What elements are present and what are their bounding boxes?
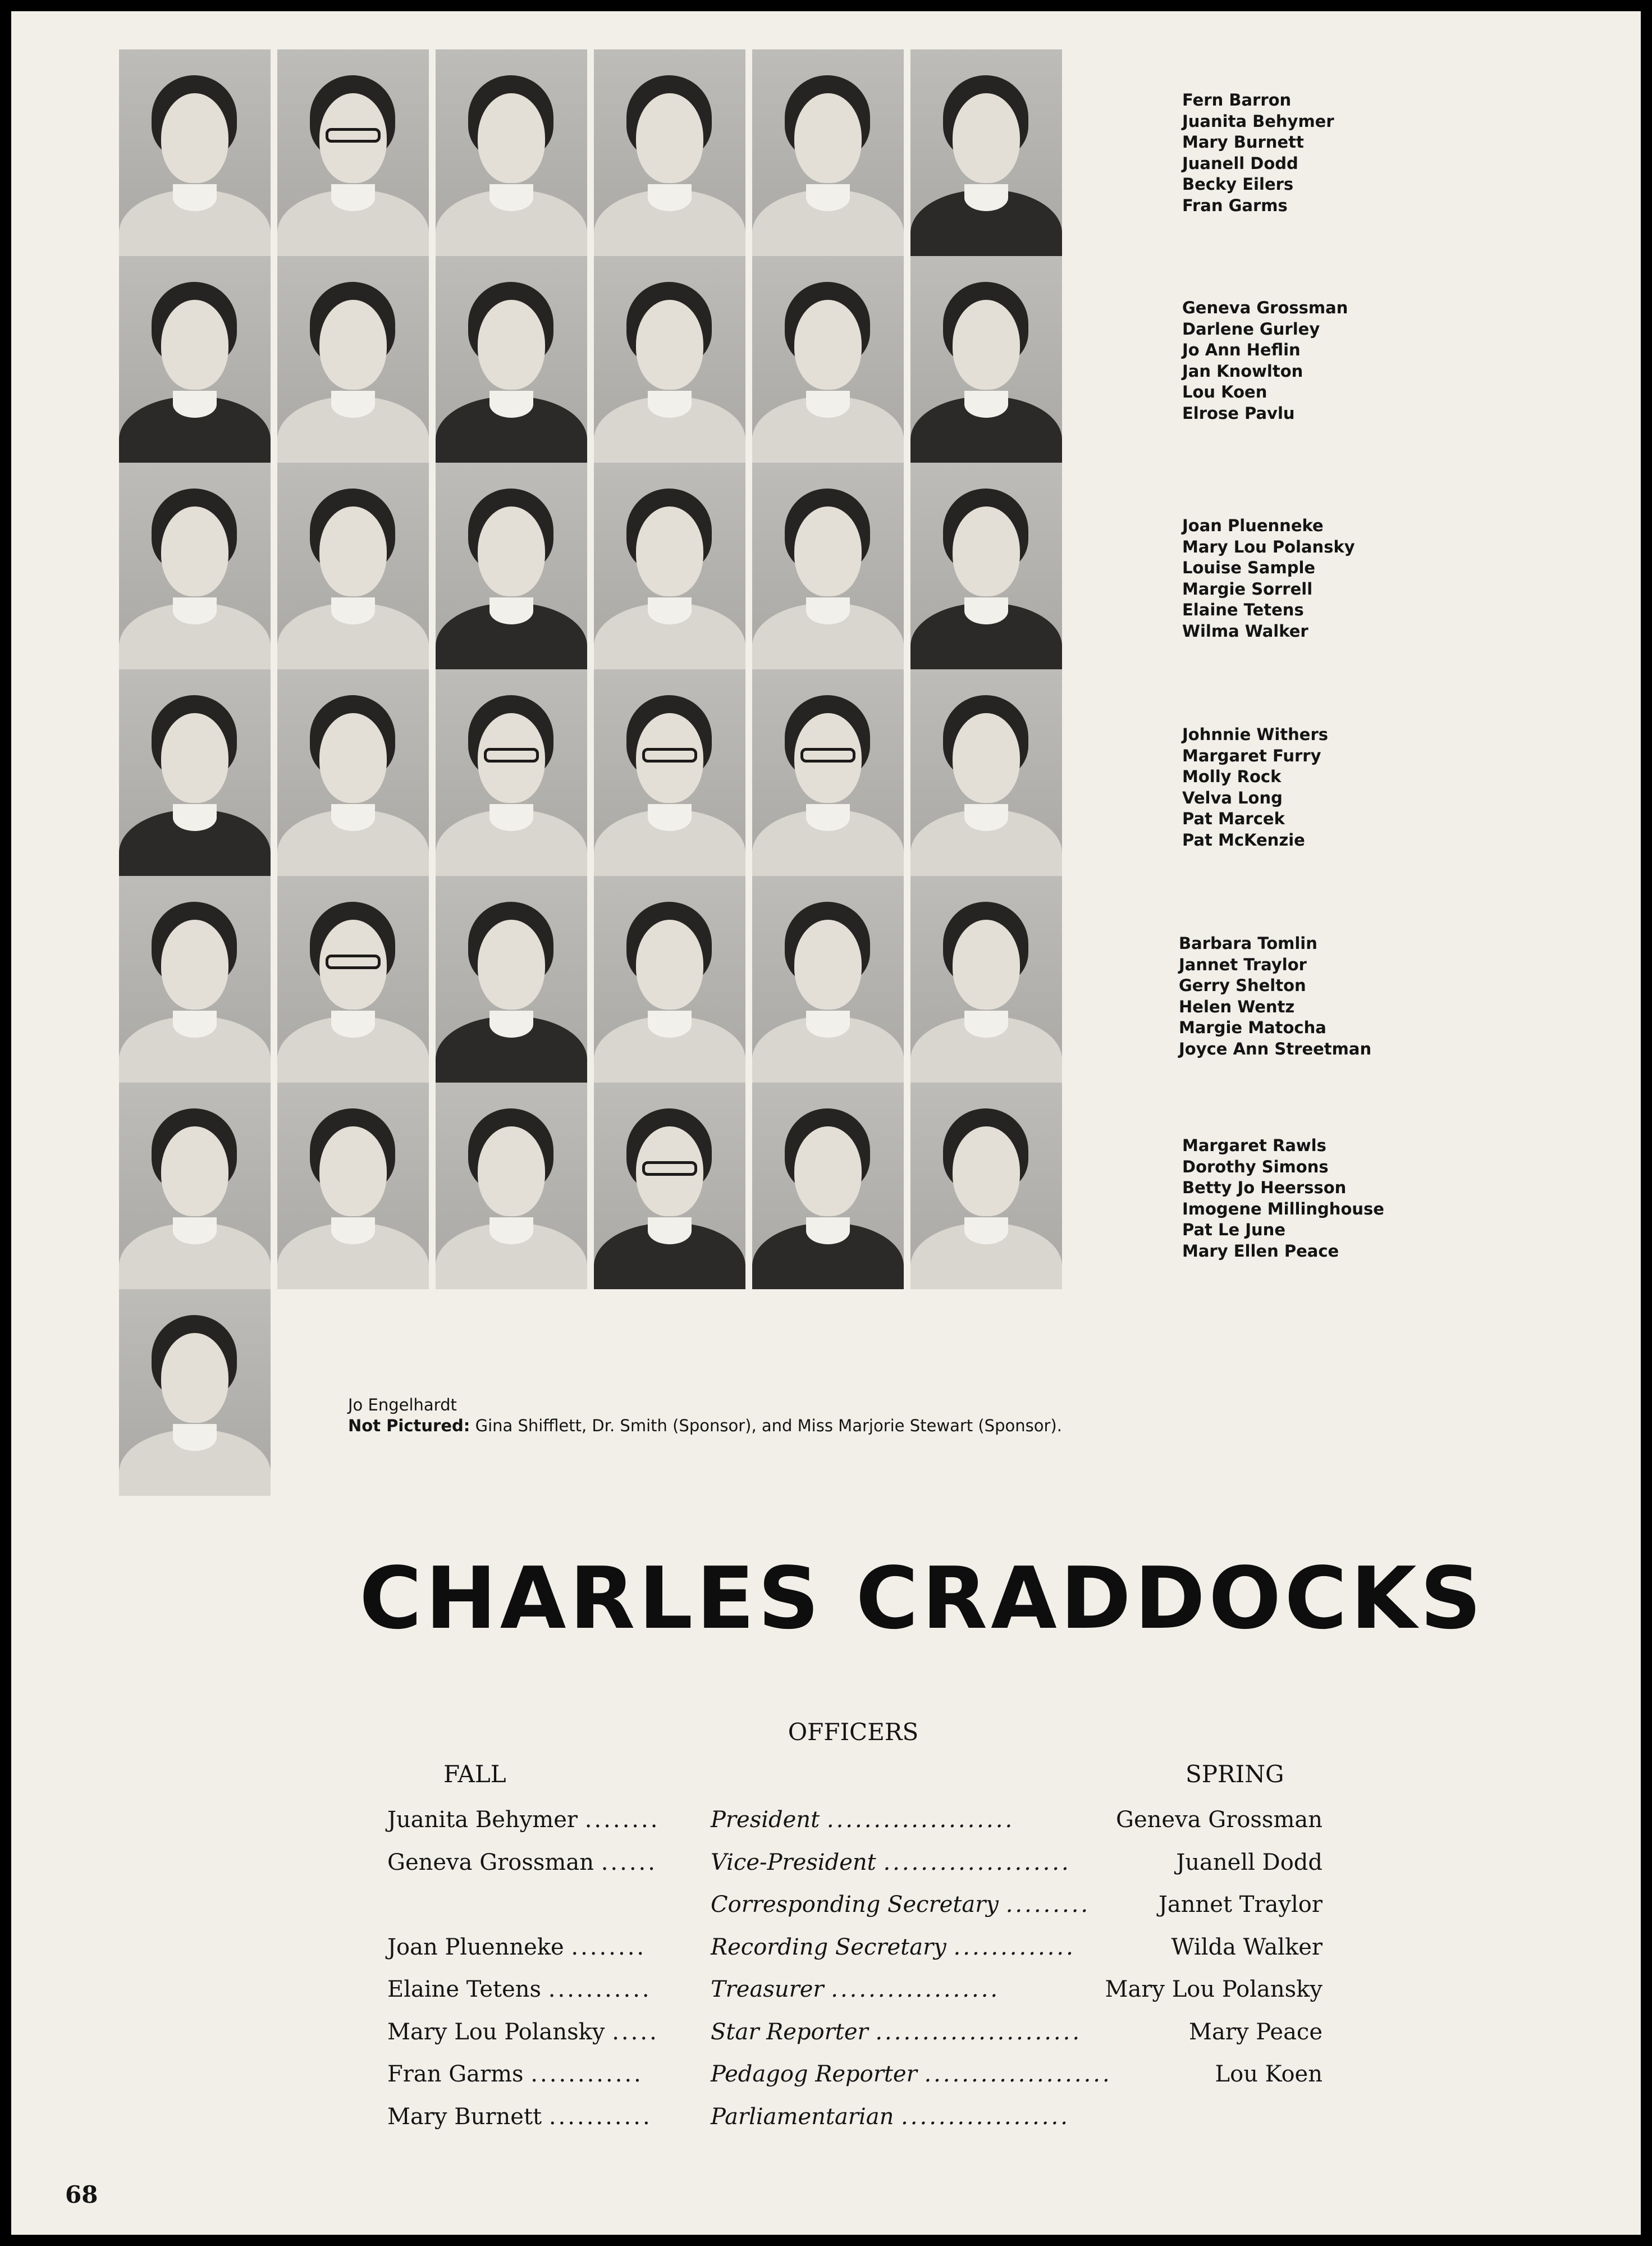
name: Becky Eilers: [1182, 175, 1294, 194]
name: Mary Burnett: [1182, 133, 1304, 152]
name: Louise Sample: [1182, 558, 1316, 577]
last-photo-name: Jo Engelhardt: [348, 1395, 457, 1414]
portrait-photo: [119, 876, 271, 1083]
portrait-photo: [910, 1083, 1062, 1289]
name: Joyce Ann Streetman: [1179, 1039, 1372, 1058]
not-pictured-label: Not Pictured:: [348, 1416, 470, 1435]
not-pictured-line: [348, 1416, 1111, 1436]
portrait-photo: [119, 669, 271, 876]
office-title: President ....................: [711, 1807, 1015, 1833]
portrait-photo: [436, 669, 587, 876]
portrait-photo: [119, 256, 271, 463]
name: Jannet Traylor: [1179, 955, 1307, 974]
portrait-photo: [277, 49, 429, 256]
page-title: CHARLES CRADDOCKS: [359, 1549, 1485, 1648]
portrait-photo: [594, 669, 745, 876]
names-row-6: [1182, 1135, 1395, 1262]
name: Wilma Walker: [1182, 621, 1308, 641]
name: Molly Rock: [1182, 767, 1282, 786]
fall-officer: Joan Pluenneke ........: [387, 1934, 647, 1960]
spring-officer: Juanell Dodd: [1176, 1849, 1322, 1875]
yearbook-page: [11, 11, 1641, 2235]
not-pictured-text: Gina Shifflett, Dr. Smith (Sponsor), and Miss Marjorie Stewart (Sponsor).: [475, 1416, 1062, 1435]
fall-heading: FALL: [443, 1760, 506, 1788]
portrait-photo: [752, 1083, 904, 1289]
officer-row: [387, 2019, 1322, 2053]
fall-officer: Mary Lou Polansky .....: [387, 2019, 659, 2045]
officer-row: [387, 1850, 1322, 1883]
spring-officer: Mary Peace: [1189, 2019, 1322, 2045]
portrait-photo: [277, 256, 429, 463]
office-title: Recording Secretary .............: [711, 1934, 1076, 1960]
portrait-photo: [119, 1083, 271, 1289]
office-title: Parliamentarian ..................: [711, 2103, 1070, 2130]
portrait-photo: [752, 49, 904, 256]
names-row-1: [1182, 90, 1395, 216]
portrait-photo: [436, 49, 587, 256]
name: Lou Koen: [1182, 382, 1267, 401]
name: Pat Le June: [1182, 1220, 1285, 1239]
portrait-photo: [910, 876, 1062, 1083]
officer-row: [387, 2061, 1322, 2095]
officer-row: [387, 1934, 1322, 1968]
portrait-photo: [910, 669, 1062, 876]
name: Johnnie Withers: [1182, 725, 1329, 744]
office-title: Treasurer ..................: [711, 1976, 1000, 2002]
portrait-photo: [594, 49, 745, 256]
portrait-photo: [436, 256, 587, 463]
fall-officer: Fran Garms ............: [387, 2061, 643, 2087]
name: Dorothy Simons: [1182, 1157, 1329, 1176]
spring-officer: Mary Lou Polansky: [1105, 1976, 1322, 2002]
name: Mary Lou Polansky: [1182, 537, 1355, 556]
name: Margie Matocha: [1179, 1018, 1326, 1037]
portrait-photo: [594, 463, 745, 669]
name: Jo Ann Heflin: [1182, 340, 1301, 359]
name: Elaine Tetens: [1182, 600, 1304, 619]
names-row-3: [1182, 515, 1395, 642]
portrait-photo: [277, 669, 429, 876]
portrait-photo: [752, 669, 904, 876]
names-row-5: [1179, 933, 1392, 1060]
portrait-photo: [752, 256, 904, 463]
name: Velva Long: [1182, 788, 1283, 807]
portrait-photo: [436, 876, 587, 1083]
office-title: Corresponding Secretary .........: [711, 1892, 1091, 1918]
name: Pat McKenzie: [1182, 830, 1305, 850]
portrait-photo: [594, 256, 745, 463]
name: Margaret Furry: [1182, 746, 1321, 765]
name: Joan Pluenneke: [1182, 516, 1324, 535]
portrait-photo: [752, 876, 904, 1083]
name: Margaret Rawls: [1182, 1136, 1326, 1155]
names-row-2: [1182, 298, 1395, 424]
name: Betty Jo Heersson: [1182, 1178, 1347, 1197]
name: Darlene Gurley: [1182, 319, 1320, 339]
office-title: Pedagog Reporter ....................: [711, 2061, 1112, 2087]
officer-row: [387, 1807, 1322, 1841]
portrait-photo: [910, 49, 1062, 256]
portrait-photo: [277, 876, 429, 1083]
portrait-photo: [277, 463, 429, 669]
portrait-photo: [436, 1083, 587, 1289]
office-title: Star Reporter ......................: [711, 2019, 1082, 2045]
name: Imogene Millinghouse: [1182, 1199, 1384, 1218]
name: Jan Knowlton: [1182, 361, 1303, 381]
name: Mary Ellen Peace: [1182, 1241, 1339, 1261]
name: Margie Sorrell: [1182, 579, 1313, 599]
name: Helen Wentz: [1179, 997, 1295, 1016]
name: Pat Marcek: [1182, 809, 1285, 828]
name: Fern Barron: [1182, 90, 1292, 109]
portrait-photo: [752, 463, 904, 669]
names-row-4: [1182, 724, 1395, 851]
name: Geneva Grossman: [1182, 298, 1348, 317]
portrait-photo: [910, 463, 1062, 669]
office-title: Vice-President ....................: [711, 1849, 1071, 1875]
portrait-photo: [910, 256, 1062, 463]
spring-officer: Geneva Grossman: [1116, 1807, 1322, 1833]
fall-officer: Juanita Behymer ........: [387, 1807, 660, 1833]
name: Gerry Shelton: [1179, 976, 1306, 995]
portrait-photo: [436, 463, 587, 669]
portrait-photo: [119, 463, 271, 669]
last-photo-caption: [348, 1395, 1111, 1436]
name: Fran Garms: [1182, 195, 1288, 215]
portrait-photo: [119, 1289, 271, 1496]
fall-officer: Mary Burnett ...........: [387, 2103, 652, 2130]
fall-officer: Geneva Grossman ......: [387, 1849, 657, 1875]
page-number: 68: [65, 2181, 98, 2208]
portrait-photo: [119, 49, 271, 256]
name: Juanita Behymer: [1182, 111, 1334, 131]
name: Juanell Dodd: [1182, 153, 1298, 173]
spring-officer: Wilda Walker: [1171, 1934, 1322, 1960]
portrait-photo: [277, 1083, 429, 1289]
spring-officer: Jannet Traylor: [1158, 1892, 1322, 1918]
officer-row: [387, 1892, 1322, 1925]
officer-row: [387, 1976, 1322, 2010]
name: Barbara Tomlin: [1179, 934, 1317, 953]
portrait-photo: [594, 876, 745, 1083]
portrait-photo: [594, 1083, 745, 1289]
officers-heading: OFFICERS: [788, 1718, 919, 1746]
name: Elrose Pavlu: [1182, 403, 1295, 423]
officer-row: [387, 2104, 1322, 2138]
fall-officer: Elaine Tetens ...........: [387, 1976, 652, 2002]
spring-heading: SPRING: [1186, 1760, 1284, 1788]
spring-officer: Lou Koen: [1215, 2061, 1322, 2087]
